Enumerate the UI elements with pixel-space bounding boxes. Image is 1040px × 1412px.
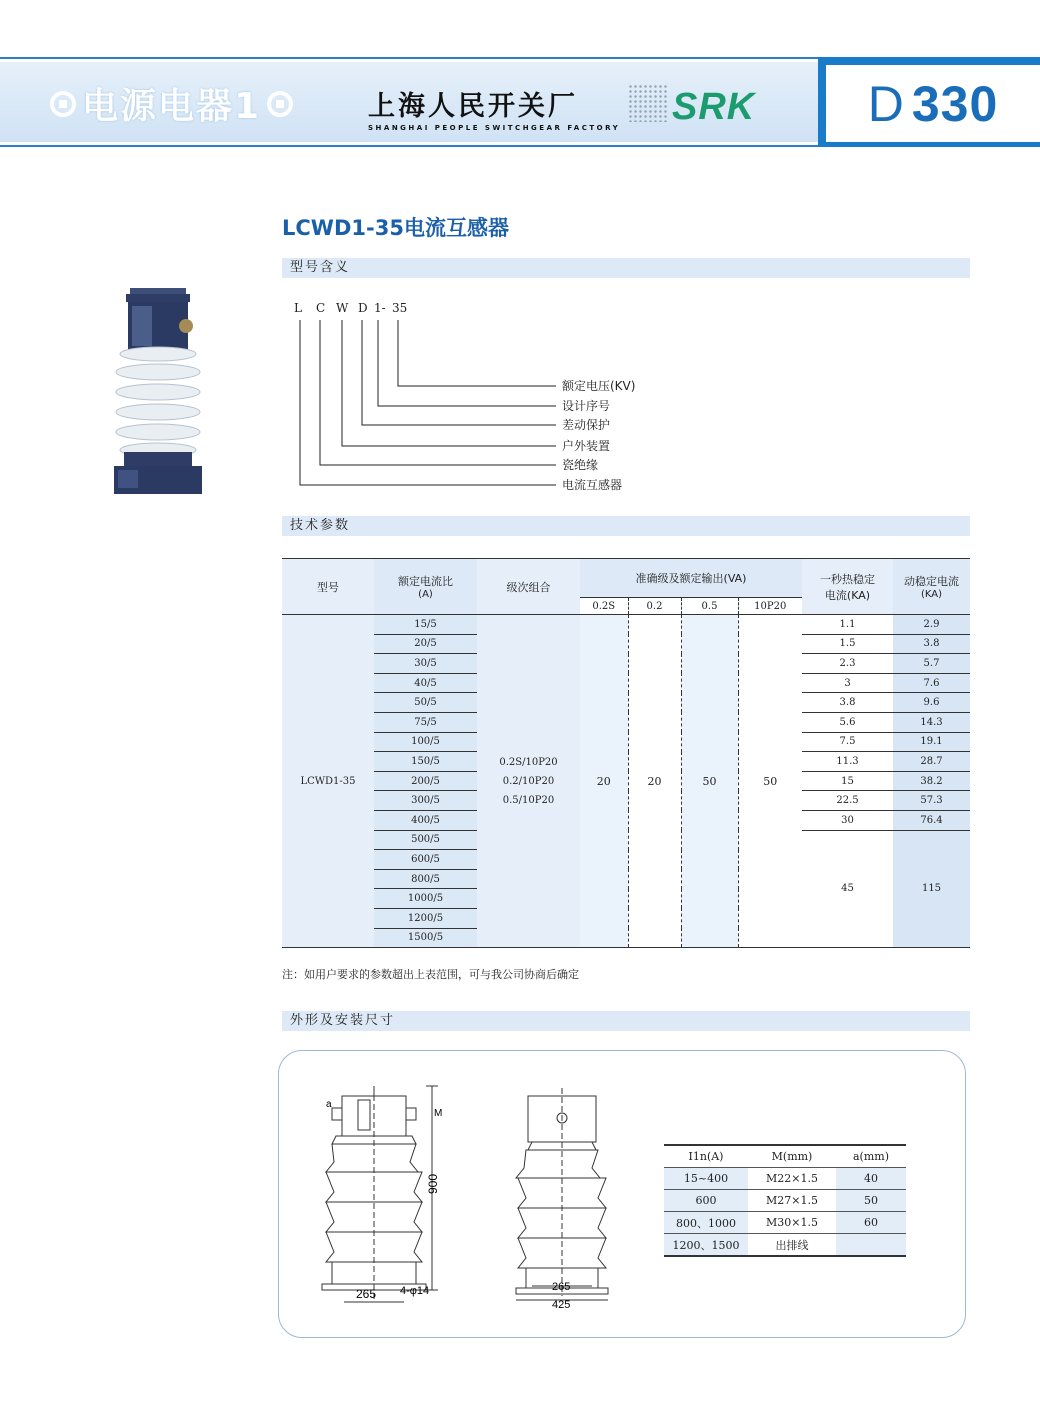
page-code <box>826 65 1040 142</box>
dot-pattern-icon <box>628 84 668 122</box>
dim-cell: M22×1.5 <box>748 1168 836 1190</box>
dim-header-row <box>664 1145 906 1168</box>
section-title: 技术参数 <box>290 518 351 533</box>
dim-row <box>664 1190 906 1212</box>
dim-cell: 出排线 <box>748 1234 836 1257</box>
ratio-cell: 40/5 <box>374 673 477 693</box>
code-char: D <box>358 301 368 315</box>
header-accuracy-col: 0.2 <box>628 598 681 615</box>
table-note: 注：如用户要求的参数超出上表范围，可与我公司协商后确定 <box>282 968 579 981</box>
dim-row <box>664 1168 906 1190</box>
dim-cell: 40 <box>836 1168 906 1190</box>
ratio-cell: 150/5 <box>374 752 477 772</box>
dynamic-cell: 5.7 <box>893 654 970 674</box>
thermal-cell: 15 <box>802 771 893 791</box>
header-model-text: 型号 <box>317 580 339 594</box>
ratio-cell: 50/5 <box>374 693 477 713</box>
code-char: 1- <box>374 301 386 315</box>
dynamic-cell: 14.3 <box>893 712 970 732</box>
ratio-cell: 1200/5 <box>374 908 477 928</box>
ratio-cell: 100/5 <box>374 732 477 752</box>
dim-cell: 50 <box>836 1190 906 1212</box>
header-ratio <box>374 559 477 615</box>
side-inner-label: 265 <box>552 1281 571 1293</box>
thermal-cell: 11.3 <box>802 752 893 772</box>
side-outer-label: 425 <box>552 1299 571 1311</box>
dynamic-cell: 19.1 <box>893 732 970 752</box>
dynamic-cell: 38.2 <box>893 771 970 791</box>
dim-row <box>664 1234 906 1257</box>
company-name-cn: 上海人民开关厂 <box>368 91 578 122</box>
ratio-cell: 300/5 <box>374 791 477 811</box>
code-char: C <box>316 301 326 315</box>
brand-logo: SRK <box>672 86 756 128</box>
section-title: 外形及安装尺寸 <box>290 1013 396 1028</box>
thermal-cell: 45 <box>802 830 893 948</box>
company-name-en: SHANGHAI PEOPLE SWITCHGEAR FACTORY <box>368 124 621 132</box>
dynamic-cell: 2.9 <box>893 615 970 635</box>
header-dynamic-text: 动稳定电流 <box>904 575 959 588</box>
series-label-text: 电源电器1 <box>82 86 262 127</box>
height-label: 900 <box>426 1173 440 1194</box>
dynamic-cell: 76.4 <box>893 810 970 830</box>
thermal-cell: 30 <box>802 810 893 830</box>
dim-header-cell: a(mm) <box>836 1145 906 1168</box>
dim-cell: M27×1.5 <box>748 1190 836 1212</box>
section-title: 型号含义 <box>290 260 351 275</box>
side-view-drawing <box>508 1086 618 1312</box>
ratio-cell: 200/5 <box>374 771 477 791</box>
front-view-drawing <box>312 1080 452 1312</box>
header-thermal <box>802 559 893 615</box>
code-label: 瓷绝缘 <box>562 458 599 472</box>
code-label: 差动保护 <box>562 418 611 432</box>
dim-cell <box>836 1234 906 1257</box>
dynamic-cell: 3.8 <box>893 634 970 654</box>
header-combo-text: 级次组合 <box>506 580 551 594</box>
ratio-cell: 15/5 <box>374 615 477 635</box>
a-label: a <box>326 1099 332 1110</box>
combo-value: 0.5/10P20 <box>502 794 555 806</box>
accuracy-value: 20 <box>580 615 628 948</box>
ratio-cell: 800/5 <box>374 869 477 889</box>
model-code-diagram <box>282 290 682 500</box>
code-label: 额定电压(KV) <box>562 379 636 393</box>
code-char: W <box>336 301 349 315</box>
model-cell: LCWD1-35 <box>282 615 374 948</box>
thermal-cell: 7.5 <box>802 732 893 752</box>
ratio-cell: 1000/5 <box>374 889 477 909</box>
header-accuracy <box>580 559 802 598</box>
combo-value: 0.2S/10P20 <box>499 756 558 768</box>
code-label: 设计序号 <box>562 399 611 413</box>
dynamic-cell: 9.6 <box>893 693 970 713</box>
m-label: M <box>434 1108 443 1119</box>
product-title: LCWD1-35电流互感器 <box>282 216 509 240</box>
dim-cell: 800、1000 <box>664 1212 748 1234</box>
ratio-cell: 20/5 <box>374 634 477 654</box>
dim-header-cell: I1n(A) <box>664 1145 748 1168</box>
product-photo <box>108 288 208 496</box>
table-header-row <box>282 559 970 598</box>
thermal-cell: 2.3 <box>802 654 893 674</box>
header-bottom-rule <box>0 145 818 147</box>
header-ratio-text: 额定电流比 <box>398 575 453 588</box>
ratio-cell: 75/5 <box>374 712 477 732</box>
ratio-cell: 400/5 <box>374 810 477 830</box>
header-accuracy-col: 0.2S <box>580 598 628 615</box>
dim-cell: 1200、1500 <box>664 1234 748 1257</box>
code-label: 户外装置 <box>562 439 611 453</box>
dim-cell: 60 <box>836 1212 906 1234</box>
header-dynamic <box>893 559 970 615</box>
accuracy-value: 20 <box>628 615 681 948</box>
accuracy-value: 50 <box>738 615 802 948</box>
combo-cell <box>477 615 580 948</box>
thermal-cell: 1.5 <box>802 634 893 654</box>
dynamic-cell: 115 <box>893 830 970 948</box>
ratio-cell: 500/5 <box>374 830 477 850</box>
spec-table <box>282 558 970 948</box>
table-row <box>282 615 970 635</box>
thermal-cell: 3.8 <box>802 693 893 713</box>
ratio-cell: 30/5 <box>374 654 477 674</box>
dynamic-cell: 28.7 <box>893 752 970 772</box>
header-thermal-text: 一秒热稳定 <box>820 572 875 586</box>
thermal-cell: 3 <box>802 673 893 693</box>
section-tech-params <box>282 516 970 536</box>
thermal-cell: 22.5 <box>802 791 893 811</box>
circle-bullet-icon <box>267 91 293 117</box>
header-accuracy-text: 准确级及额定输出(VA) <box>635 572 747 585</box>
dim-cell: M30×1.5 <box>748 1212 836 1234</box>
company-logo <box>368 84 621 132</box>
base-width-label: 265 <box>356 1287 377 1301</box>
ratio-cell: 600/5 <box>374 850 477 870</box>
page-code-letter: D <box>867 75 904 132</box>
dim-header-cell: M(mm) <box>748 1145 836 1168</box>
dimension-table <box>664 1144 906 1257</box>
section-outline <box>282 1011 970 1031</box>
ratio-cell: 1500/5 <box>374 928 477 948</box>
circle-bullet-icon <box>50 91 76 117</box>
header-thermal-unit: 电流(KA) <box>824 588 871 602</box>
combo-value: 0.2/10P20 <box>502 775 555 787</box>
dynamic-cell: 57.3 <box>893 791 970 811</box>
header-ratio-unit: (A) <box>418 589 433 600</box>
header-accuracy-col: 10P20 <box>738 598 802 615</box>
accuracy-value: 50 <box>681 615 738 948</box>
code-label: 电流互感器 <box>562 478 623 492</box>
thermal-cell: 5.6 <box>802 712 893 732</box>
holes-label: 4-φ14 <box>400 1285 430 1297</box>
dim-row <box>664 1212 906 1234</box>
header-model <box>282 559 374 615</box>
header-combo <box>477 559 580 615</box>
dim-cell: 15~400 <box>664 1168 748 1190</box>
dynamic-cell: 7.6 <box>893 673 970 693</box>
section-model-meaning <box>282 258 970 278</box>
dim-cell: 600 <box>664 1190 748 1212</box>
thermal-cell: 1.1 <box>802 615 893 635</box>
code-char: L <box>294 301 302 315</box>
header-accuracy-col: 0.5 <box>681 598 738 615</box>
page-code-number: 330 <box>911 75 999 132</box>
header-dynamic-unit: (KA) <box>920 589 943 600</box>
code-char: 35 <box>392 301 408 315</box>
series-label <box>44 78 299 129</box>
